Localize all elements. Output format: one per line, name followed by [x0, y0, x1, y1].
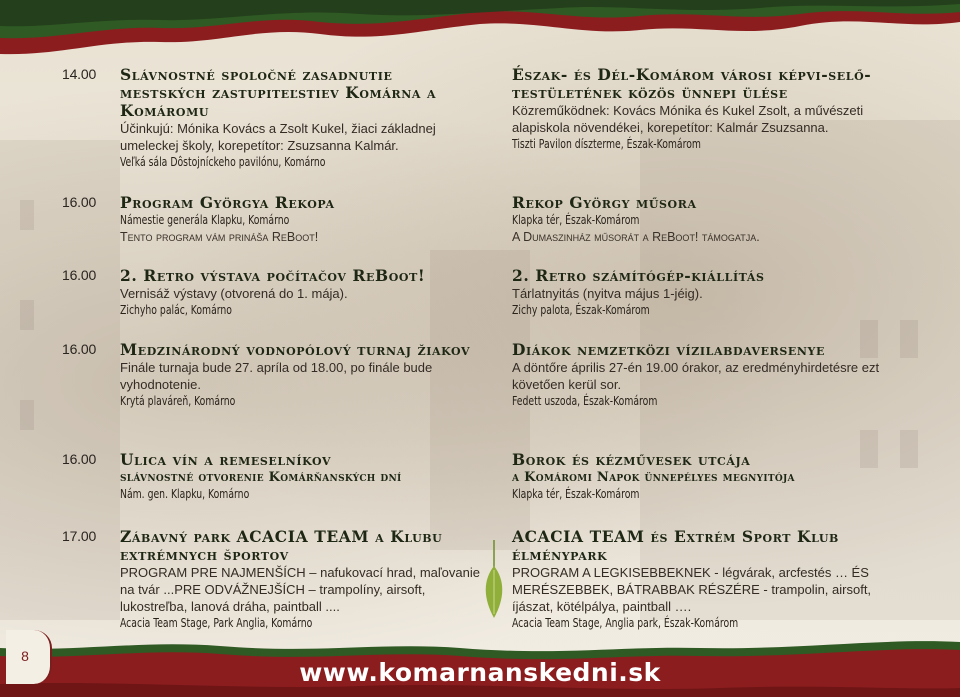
event-venue: Zichyho palác, Komárno [120, 303, 232, 317]
event-venue: Acacia Team Stage, Park Anglia, Komárno [120, 616, 313, 630]
event-time: 14.00 [62, 66, 97, 82]
event-venue: Námestie generála Klapku, Komárno [120, 213, 290, 227]
event-title: Slávnostné spoločné zasadnutie mestských zastupiteľstiev Komárna a Komáromu [120, 65, 437, 120]
event-sponsor: A Dumaszinház műsorát a ReBoot! támogatja. [512, 230, 760, 244]
event-title: 2. Retro výstava počítačov ReBoot! [120, 266, 426, 285]
event-venue: Zichy palota, Észak-Komárom [512, 303, 650, 317]
leaf-icon [481, 540, 507, 620]
event-time: 16.00 [62, 194, 97, 210]
event-description: Účinkujú: Mónika Kovács a Zsolt Kukel, žiaci základnej umeleckej školy, korepetítor: Zsuzsanna Kalmár. [120, 121, 436, 153]
event-venue: Nám. gen. Klapku, Komárno [120, 487, 250, 501]
event-title: Borok és kézművesek utcája [512, 450, 751, 469]
event-title: 2. Retro számítógép-kiállítás [512, 266, 765, 285]
page-number-tab [6, 630, 52, 684]
event-description: Közreműködnek: Kovács Mónika és Kukel Zsolt, a művészeti alapiskola növendékei, korepetítor: Kalmár Zsuzsanna. [512, 103, 864, 135]
event-description: A döntőre április 27-én 19.00 órakor, az eredményhirdetésre ezt követően kerül sor. [512, 360, 880, 392]
event-title: Észak- és Dél-Komárom városi képvi-selő-testületének közös ünnepi ülése [512, 65, 872, 102]
page-number: 8 [21, 648, 29, 664]
event-title: Medzinárodný vodnopólový turnaj žiakov [120, 340, 471, 359]
event-venue: Klapka tér, Észak-Komárom [512, 213, 640, 227]
event-sponsor: Tento program vám prináša ReBoot! [120, 230, 319, 244]
event-description: Vernisáž výstavy (otvorená do 1. mája). [120, 286, 348, 301]
event-description: PROGRAM PRE NAJMENŠÍCH – nafukovací hrad, maľovanie na tvár ...PRE ODVÁŽNEJŠÍCH – trampolíny, airsoft, lukostreľba, lanová dráha, paintball .... [120, 565, 480, 614]
event-description: PROGRAM A LEGKISEBBEKNEK - légvárak, arcfestés … ÉS MERÉSZEBBEK, BÁTRABBAK RÉSZÉRE - trampolin, airsoft, íjászat, kötélpálya, paintball …. [512, 565, 872, 614]
event-subtitle: a Komáromi Napok ünnepélyes megnyitója [512, 470, 795, 485]
event-title: Ulica vín a remeselníkov [120, 450, 332, 469]
website-link[interactable]: www.komarnanskedni.sk [299, 658, 661, 687]
event-time: 16.00 [62, 341, 97, 357]
event-description: Finále turnaja bude 27. apríla od 18.00, po finále bude vyhodnotenie. [120, 360, 433, 392]
top-decorative-band [0, 0, 960, 60]
event-venue: Acacia Team Stage, Anglia park, Észak-Komárom [512, 616, 739, 630]
event-time: 17.00 [62, 528, 97, 544]
event-description: Tárlatnyitás (nyitva május 1-jéig). [512, 286, 703, 301]
event-title: ACACIA TEAM és Extrém Sport Klub élménypark [512, 527, 839, 564]
event-venue: Fedett uszoda, Észak-Komárom [512, 394, 658, 408]
event-title: Rekop György műsora [512, 193, 697, 212]
event-time: 16.00 [62, 267, 97, 283]
event-title: Program Györgya Rekopa [120, 193, 335, 212]
event-venue: Tiszti Pavilon díszterme, Észak-Komárom [512, 137, 701, 151]
event-time: 16.00 [62, 451, 97, 467]
event-title: Diákok nemzetközi vízilabdaversenye [512, 340, 825, 359]
event-subtitle: slávnostné otvorenie Komárňanských dní [120, 470, 402, 485]
event-venue: Krytá plaváreň, Komárno [120, 394, 236, 408]
event-venue: Veľká sála Dôstojníckeho pavilónu, Komárno [120, 155, 326, 169]
event-venue: Klapka tér, Észak-Komárom [512, 487, 640, 501]
event-title: Zábavný park ACACIA TEAM a Klubu extrémnych športov [120, 527, 443, 564]
